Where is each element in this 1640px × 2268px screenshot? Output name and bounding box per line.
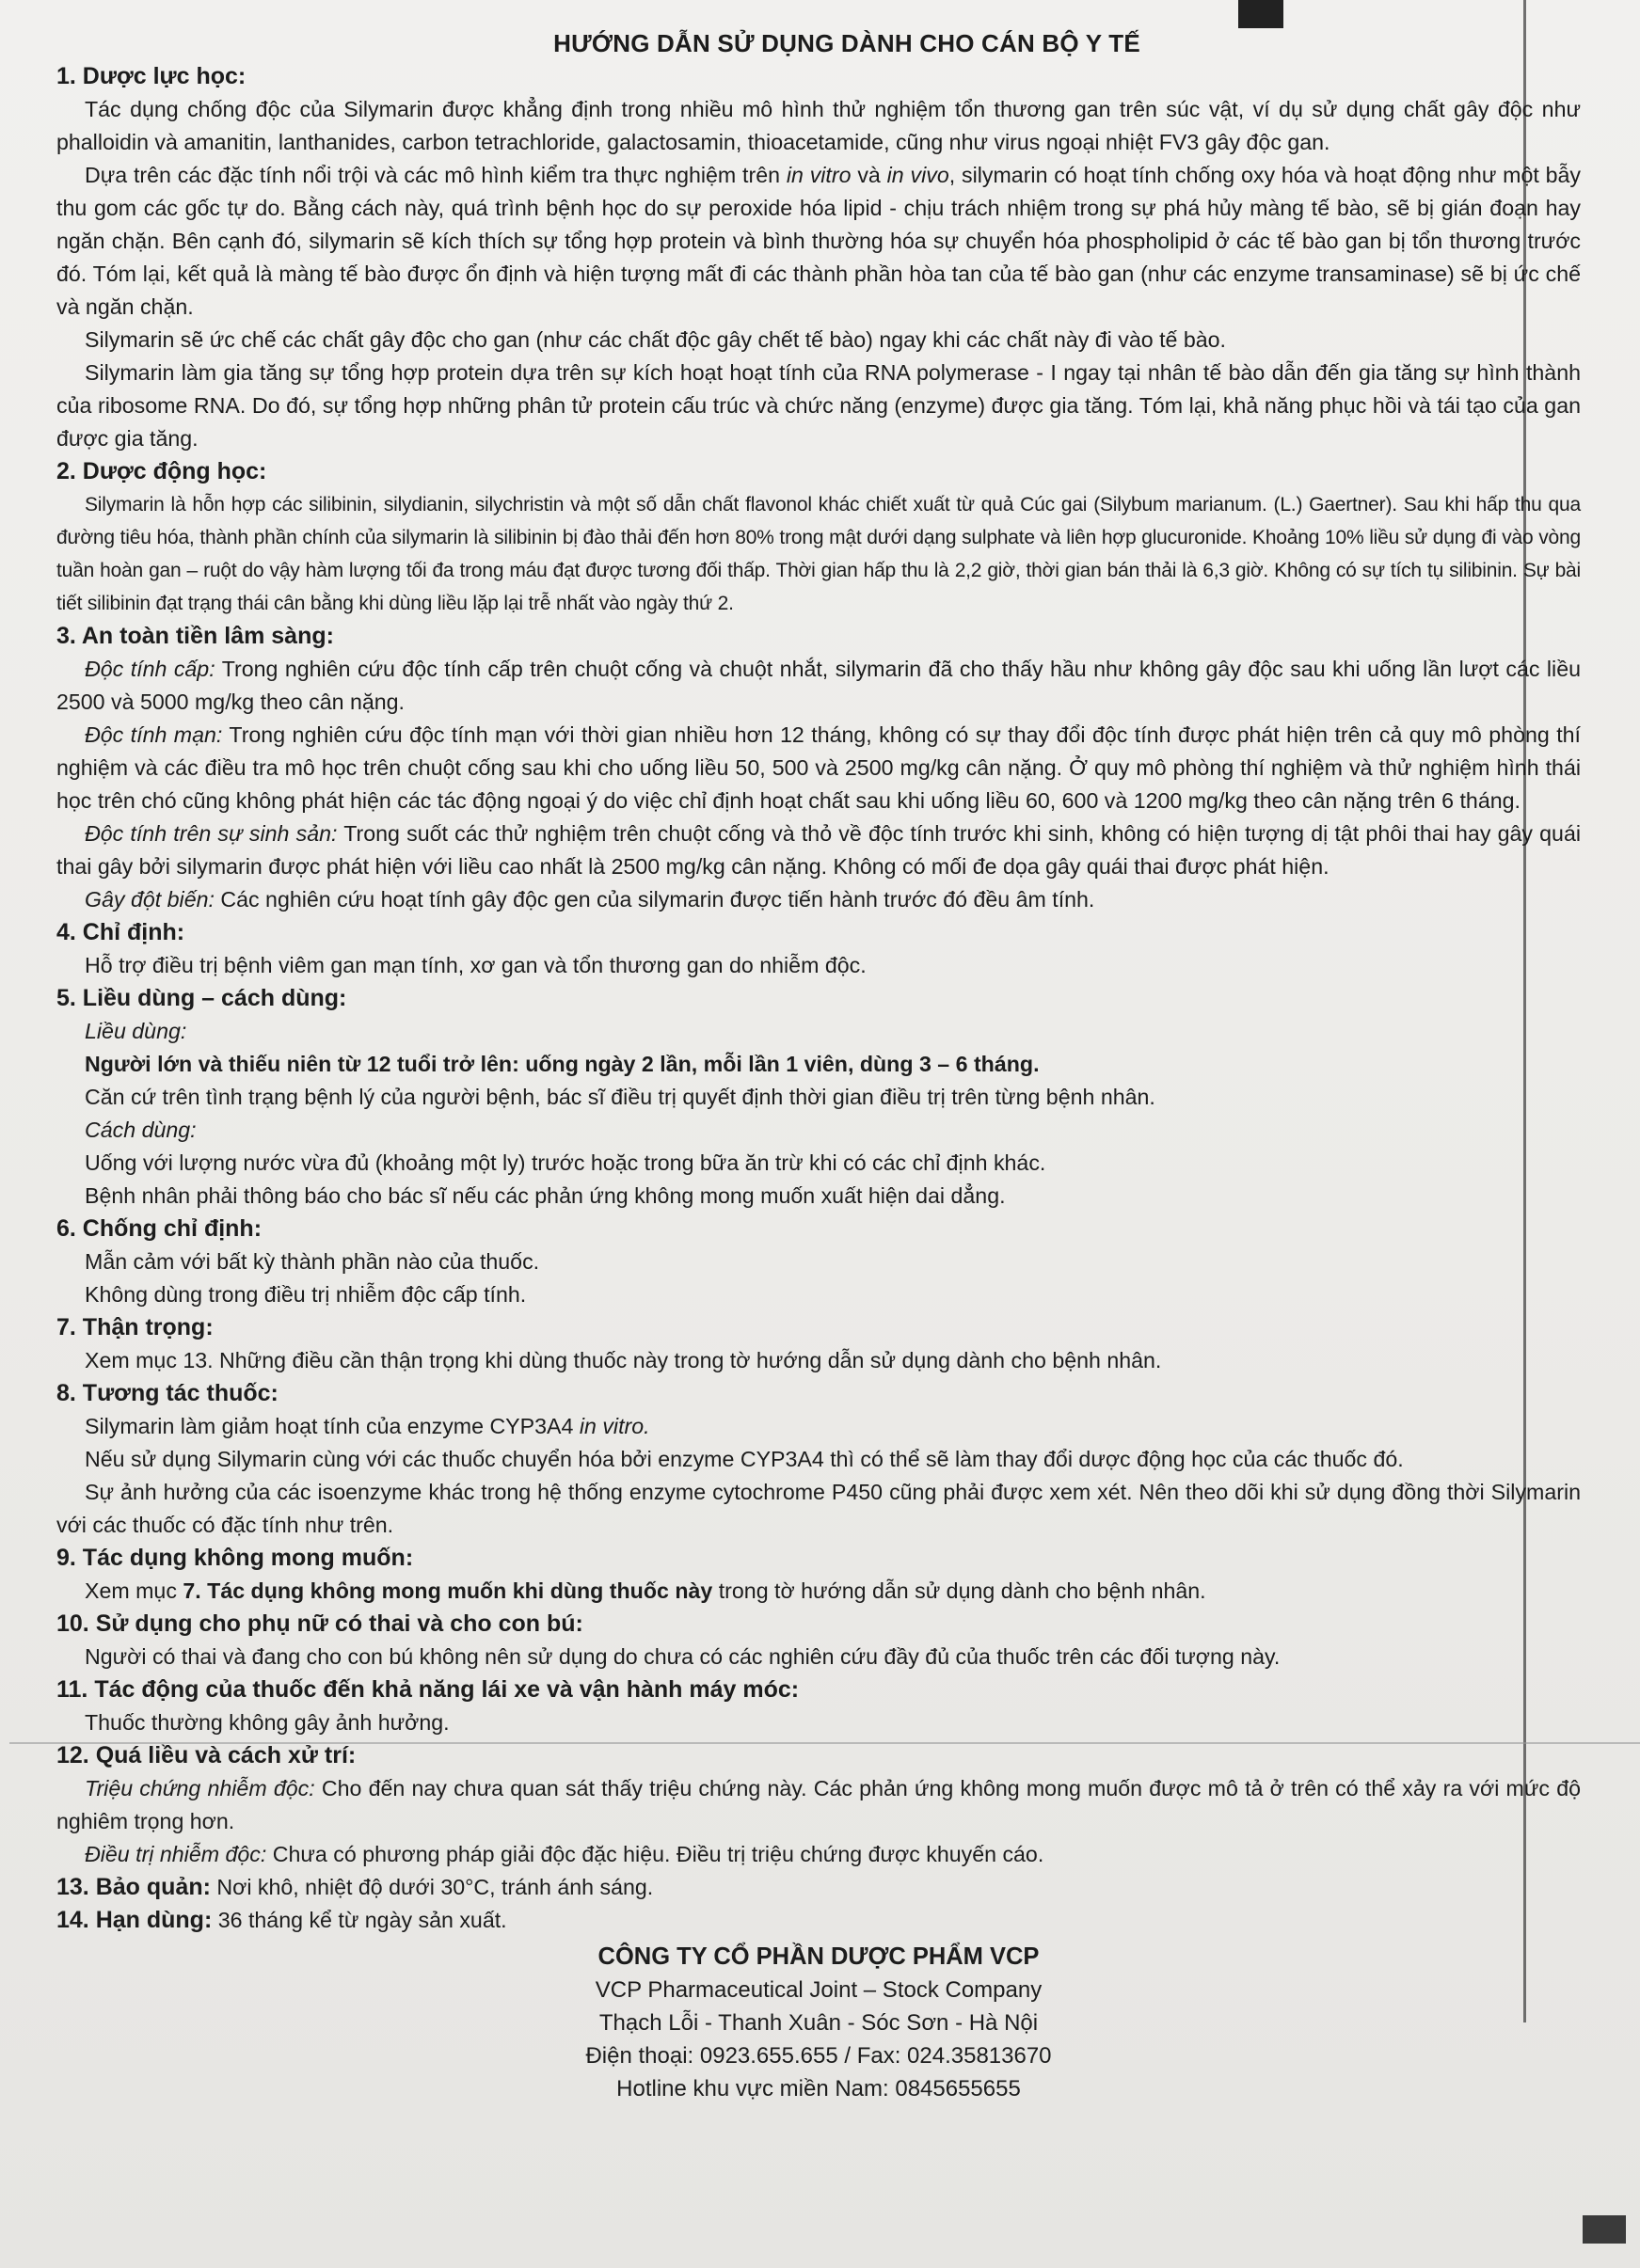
section-1-paragraph-1: Tác dụng chống độc của Silymarin được khẳng định trong nhiều mô hình thử nghiệm tổn thương gan trên súc vật, ví dụ sử dụng chất gây độc như phalloidin và amanitin, lanthanides, carbon tetrachloride, galactosamin, thioacetamide, cũng như virus ngoại nhiệt FV3 gây độc gan. — [56, 97, 1581, 154]
section-13 — [56, 1871, 1581, 1904]
dose-text: Người lớn và thiếu niên từ 12 tuổi trở lên: uống ngày 2 lần, mỗi lần 1 viên, dùng 3 – 6 tháng. — [85, 1052, 1040, 1076]
company-address: Thạch Lỗi - Thanh Xuân - Sóc Sơn - Hà Nội — [598, 2010, 1039, 2036]
company-phone: Điện thoại: 0923.655.655 / Fax: 024.35813670 — [585, 2043, 1052, 2069]
section-8-paragraph-2: Nếu sử dụng Silymarin cùng với các thuốc chuyển hóa bởi enzyme CYP3A4 thì có thể sẽ làm thay đổi dược động học của các thuốc đó. — [85, 1447, 1404, 1471]
print-registration-mark-bottom — [1583, 2215, 1626, 2244]
section-3-chronic — [56, 719, 1581, 817]
section-3-acute — [56, 653, 1581, 719]
section-3-heading: 3. An toàn tiền lâm sàng: — [56, 623, 334, 649]
section-13-text: Nơi khô, nhiệt độ dưới 30°C, tránh ánh sáng. — [210, 1875, 654, 1899]
company-name-english: VCP Pharmaceutical Joint – Stock Company — [595, 1977, 1043, 2003]
section-8-paragraph-1 — [56, 1410, 1581, 1443]
leaflet-content — [56, 26, 1581, 2105]
acute-text: Trong nghiên cứu độc tính cấp trên chuột cống và chuột nhắt, silymarin đã cho thấy hầu như không gây độc sau khi uống lần lượt các liều 2500 và 5000 mg/kg theo cân nặng. — [56, 657, 1581, 714]
text-run: , silymarin có hoạt tính chống oxy hóa và hoạt động như một bẫy thu gom các gốc tự do. Bằng cách này, quá trình bệnh học do sự peroxide hóa lipid - chịu trách nhiệm trong sự phá hủy màng tế bào, sẽ bị gián đoạn hay ngăn chặn. Bên cạnh đó, silymarin sẽ kích thích sự tổng hợp protein và bình thường hóa sự chuyển hóa phospholipid ở các tế bào gan bị tổn thương trước đó. Tóm lại, kết quả là màng tế bào được ổn định và hiện tượng mất đi các thành phần hòa tan của tế bào gan (như các enzyme transaminase) sẽ bị ức chế và ngăn chặn. — [56, 163, 1582, 319]
section-2-paragraph-1: Silymarin là hỗn hợp các silibinin, silydianin, silychristin và một số dẫn chất flavonol khác chiết xuất từ quả Cúc gai (Silybum marianum. (L.) Gaertner). Sau khi hấp thu qua đường tiêu hóa, thành phần chính của silymarin là silibinin bị đào thải đến hơn 80% trong mật dưới dạng sulphate và liên hợp glucuronide. Khoảng 10% liều sử dụng đi vào vòng tuần hoàn gan – ruột do vậy hàm lượng tối đa trong máu đạt được tương đối thấp. Thời gian hấp thu là 2,2 giờ, thời gian bán thải là 6,3 giờ. Không có sự tích tụ silibinin. Sự bài tiết silibinin đạt trạng thái cân bằng khi dùng liều lặp lại trễ nhất vào ngày thứ 2. — [56, 494, 1581, 614]
section-11-paragraph-1: Thuốc thường không gây ảnh hưởng. — [85, 1710, 450, 1735]
italic-term: in vitro — [786, 163, 852, 187]
section-6-paragraph-2: Không dùng trong điều trị nhiễm độc cấp tính. — [85, 1282, 527, 1307]
section-5-paragraph-2: Căn cứ trên tình trạng bệnh lý của người bệnh, bác sĩ điều trị quyết định thời gian điều trị trên từng bệnh nhân. — [85, 1085, 1155, 1109]
section-1-heading: 1. Dược lực học: — [56, 63, 247, 89]
section-4-heading: 4. Chỉ định: — [56, 919, 185, 945]
repro-text: Trong suốt các thử nghiệm trên chuột cống và thỏ về độc tính trước khi sinh, không có hiện tượng dị tật phôi thai hay gây quái thai gây bởi silymarin được phát hiện với liều cao nhất là 2500 mg/kg cân nặng. Không có mối đe dọa gây quái thai được phát hiện. — [56, 821, 1582, 879]
treatment-label: Điều trị nhiễm độc: — [85, 1842, 267, 1866]
section-3-repro — [56, 817, 1581, 883]
section-9-heading: 9. Tác dụng không mong muốn: — [56, 1545, 414, 1571]
section-8-heading: 8. Tương tác thuốc: — [56, 1380, 279, 1406]
section-5-paragraph-4: Bệnh nhân phải thông báo cho bác sĩ nếu các phản ứng không mong muốn xuất hiện dai dẳng. — [85, 1183, 1006, 1208]
section-12-treatment — [56, 1838, 1581, 1871]
text-run: Xem mục — [85, 1578, 183, 1603]
company-hotline: Hotline khu vực miền Nam: 0845655655 — [616, 2076, 1021, 2101]
text-run: Silymarin làm giảm hoạt tính của enzyme CYP3A4 — [85, 1414, 580, 1438]
text-run: Dựa trên các đặc tính nổi trội và các mô hình kiểm tra thực nghiệm trên — [85, 163, 787, 187]
section-8-paragraph-3: Sự ảnh hưởng của các isoenzyme khác trong hệ thống enzyme cytochrome P450 cũng phải được xem xét. Nên theo dõi khi sử dụng đồng thời Silymarin với các thuốc có đặc tính như trên. — [56, 1480, 1581, 1537]
section-10-heading: 10. Sử dụng cho phụ nữ có thai và cho con bú: — [56, 1610, 583, 1637]
section-6-heading: 6. Chống chỉ định: — [56, 1215, 263, 1242]
company-name: CÔNG TY CỔ PHẦN DƯỢC PHẨM VCP — [597, 1943, 1040, 1970]
print-registration-mark — [1238, 0, 1283, 28]
section-7-paragraph-1: Xem mục 13. Những điều cần thận trọng khi dùng thuốc này trong tờ hướng dẫn sử dụng dành cho bệnh nhân. — [85, 1348, 1162, 1372]
treatment-text: Chưa có phương pháp giải độc đặc hiệu. Điều trị triệu chứng được khuyến cáo. — [266, 1842, 1044, 1866]
text-run: và — [851, 163, 887, 187]
chronic-label: Độc tính mạn: — [85, 722, 223, 747]
dose-label: Liều dùng: — [85, 1019, 187, 1043]
section-6-paragraph-1: Mẫn cảm với bất kỳ thành phần nào của thuốc. — [85, 1249, 540, 1274]
symptom-label: Triệu chứng nhiễm độc: — [85, 1776, 315, 1800]
mutagenic-text: Các nghiên cứu hoạt tính gây độc gen của silymarin được tiến hành trước đó đều âm tính. — [214, 887, 1095, 912]
section-10-paragraph-1: Người có thai và đang cho con bú không nên sử dụng do chưa có các nghiên cứu đầy đủ của thuốc trên các đối tượng này. — [85, 1644, 1281, 1669]
section-4-paragraph-1: Hỗ trợ điều trị bệnh viêm gan mạn tính, xơ gan và tổn thương gan do nhiễm độc. — [85, 953, 867, 977]
chronic-text: Trong nghiên cứu độc tính mạn với thời gian nhiều hơn 12 tháng, không có sự thay đổi độc tính được phát hiện trên cả quy mô phòng thí nghiệm và các điều tra mô học trên chuột cống sau khi cho uống liều 50, 500 và 2500 mg/kg cân nặng. Ở quy mô phòng thí nghiệm và thử nghiệm hình thái học trên chó cũng không phát hiện các tác động ngoại ý do việc chỉ định hoạt chất sau khi uống liều 60, 600 và 1200 mg/kg theo cân nặng trên 6 tháng. — [56, 722, 1581, 813]
section-12-symptom — [56, 1772, 1581, 1838]
italic-term: in vitro. — [579, 1414, 650, 1438]
bold-reference: 7. Tác dụng không mong muốn khi dùng thuốc này — [183, 1578, 713, 1603]
section-9-paragraph-1 — [56, 1575, 1581, 1608]
section-14-label: 14. Hạn dùng: — [56, 1907, 213, 1933]
section-7-heading: 7. Thận trọng: — [56, 1314, 214, 1340]
acute-label: Độc tính cấp: — [85, 657, 215, 681]
section-3-mutagenic — [56, 883, 1581, 916]
repro-label: Độc tính trên sự sinh sản: — [85, 821, 338, 846]
section-5-paragraph-3: Uống với lượng nước vừa đủ (khoảng một ly) trước hoặc trong bữa ăn trừ khi có các chỉ định khác. — [85, 1150, 1046, 1175]
document-title: HƯỚNG DẪN SỬ DỤNG DÀNH CHO CÁN BỘ Y TẾ — [553, 29, 1140, 57]
mutagenic-label: Gây đột biến: — [85, 887, 215, 912]
section-1-paragraph-4: Silymarin làm gia tăng sự tổng hợp protein dựa trên sự kích hoạt hoạt tính của RNA polymerase - I ngay tại nhân tế bào dẫn đến gia tăng sự hình thành của ribosome RNA. Do đó, sự tổng hợp những phân tử protein cấu trúc và chức năng (enzyme) được gia tăng. Tóm lại, khả năng phục hồi và tái tạo của gan được gia tăng. — [56, 360, 1581, 451]
symptom-text: Cho đến nay chưa quan sát thấy triệu chứng này. Các phản ứng không mong muốn được mô tả ở trên có thể xảy ra với mức độ nghiêm trọng hơn. — [56, 1776, 1581, 1833]
section-1-paragraph-3: Silymarin sẽ ức chế các chất gây độc cho gan (như các chất độc gây chết tế bào) ngay khi các chất này đi vào tế bào. — [85, 327, 1226, 352]
section-14 — [56, 1904, 1581, 1937]
italic-term: in vivo — [886, 163, 949, 187]
section-5-heading: 5. Liều dùng – cách dùng: — [56, 985, 347, 1011]
section-2-heading: 2. Dược động học: — [56, 458, 267, 484]
section-14-text: 36 tháng kể từ ngày sản xuất. — [212, 1908, 507, 1932]
manufacturer-footer — [56, 1941, 1581, 2105]
section-1-paragraph-2 — [56, 159, 1581, 324]
text-run: trong tờ hướng dẫn sử dụng dành cho bệnh nhân. — [712, 1578, 1206, 1603]
section-11-heading: 11. Tác động của thuốc đến khả năng lái xe và vận hành máy móc: — [56, 1676, 800, 1703]
section-13-label: 13. Bảo quản: — [56, 1874, 211, 1900]
usage-label: Cách dùng: — [85, 1118, 197, 1142]
section-12-heading: 12. Quá liều và cách xử trí: — [56, 1742, 357, 1768]
